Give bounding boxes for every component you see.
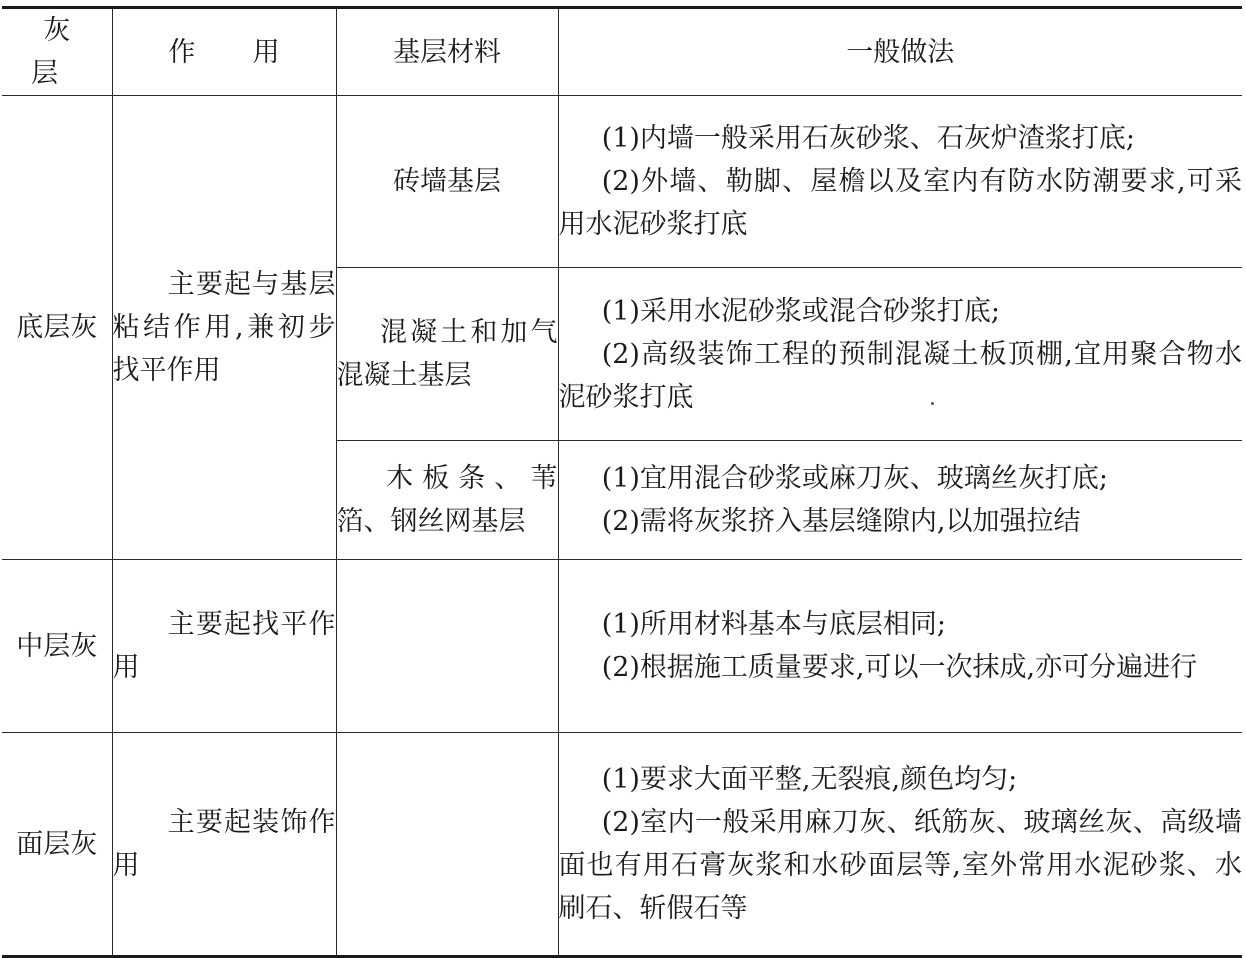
table-row-base-brick	[2, 96, 1242, 268]
scan-speck	[931, 402, 934, 405]
cell-function-base: 主要起与基层粘结作用,兼初步找平作用	[112, 96, 336, 560]
cell-layer-surface: 面层灰	[2, 733, 112, 957]
plaster-layers-table	[2, 6, 1242, 958]
cell-method-middle	[558, 560, 1242, 733]
method-item: (1)内墙一般采用石灰砂浆、石灰炉渣浆打底;	[601, 123, 1136, 154]
method-item: (2)室内一般采用麻刀灰、纸筋灰、玻璃丝灰、高级墙面也有用石膏灰浆和水砂面层等,室外常用水泥砂浆、水刷石、斩假石等	[558, 807, 1242, 924]
cell-base-material-middle	[336, 560, 558, 733]
cell-layer-base: 底层灰	[2, 96, 112, 560]
cell-method-brick	[558, 96, 1242, 268]
cell-method-wood	[558, 441, 1242, 560]
header-base-material: 基层材料	[336, 8, 558, 96]
cell-base-material-surface	[336, 733, 558, 957]
method-item: (2)高级装饰工程的预制混凝土板顶棚,宜用聚合物水泥砂浆打底	[558, 338, 1242, 413]
cell-base-material-wood: 木板条、苇箔、钢丝网基层	[336, 441, 558, 560]
table-row-middle	[2, 560, 1242, 733]
method-item: (2)根据施工质量要求,可以一次抹成,亦可分遍进行	[601, 652, 1198, 683]
header-layer: 灰 层	[2, 8, 112, 96]
method-item: (2)外墙、勒脚、屋檐以及室内有防水防潮要求,可采用水泥砂浆打底	[558, 166, 1242, 240]
cell-base-material-concrete: 混凝土和加气混凝土基层	[336, 268, 558, 441]
method-item: (2)需将灰浆挤入基层缝隙内,以加强拉结	[601, 506, 1081, 537]
table-header-row	[2, 8, 1242, 96]
method-item: (1)要求大面平整,无裂痕,颜色均匀;	[601, 764, 1018, 795]
header-method: 一般做法	[558, 8, 1242, 96]
method-item: (1)所用材料基本与底层相同;	[601, 609, 947, 640]
method-item: (1)采用水泥砂浆或混合砂浆打底;	[601, 295, 1001, 327]
cell-function-middle: 主要起找平作用	[112, 560, 336, 733]
cell-method-surface	[558, 733, 1242, 957]
cell-function-surface: 主要起装饰作用	[112, 733, 336, 957]
header-function: 作 用	[112, 8, 336, 96]
cell-base-material-brick: 砖墙基层	[336, 96, 558, 268]
table-row-surface	[2, 733, 1242, 957]
cell-layer-middle: 中层灰	[2, 560, 112, 733]
cell-method-concrete	[558, 268, 1242, 441]
method-item: (1)宜用混合砂浆或麻刀灰、玻璃丝灰打底;	[601, 463, 1109, 494]
